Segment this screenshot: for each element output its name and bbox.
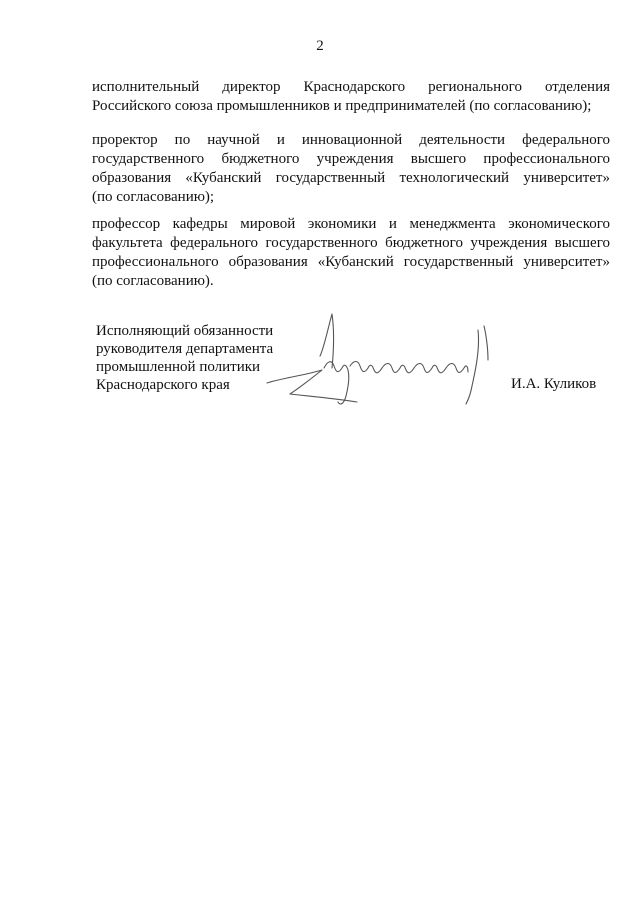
paragraph-line: профессионального образования «Кубанский государственный университет» [92,254,610,270]
paragraph-line: проректор по научной и инновационной деятельности федерального [92,132,610,148]
handwritten-signature [262,308,502,418]
paragraph-line: (по согласованию). [92,273,214,289]
page-number: 2 [316,38,324,54]
paragraph-line: государственного бюджетного учреждения высшего профессионального [92,151,610,167]
position-line: промышленной политики [96,359,261,375]
paragraph-member-3 [92,215,610,291]
paragraph-member-1 [92,78,610,116]
paragraph-line: профессор кафедры мировой экономики и менеджмента экономического [92,216,610,232]
paragraph-line: Российского союза промышленников и предпринимателей (по согласованию); [92,98,592,114]
paragraph-line: исполнительный директор Краснодарского регионального отделения [92,79,610,95]
position-line: Краснодарского края [96,377,230,393]
signatory-position [96,322,273,394]
signer-name: И.А. Куликов [511,376,597,392]
paragraph-line: (по согласованию); [92,189,215,205]
paragraph-line: факультета федерального государственного бюджетного учреждения высшего [92,235,610,251]
position-line: руководителя департамента [96,341,274,357]
paragraph-member-2 [92,131,610,207]
paragraph-line: образования «Кубанский государственный технологический университет» [92,170,610,186]
position-line: Исполняющий обязанности [96,323,274,339]
